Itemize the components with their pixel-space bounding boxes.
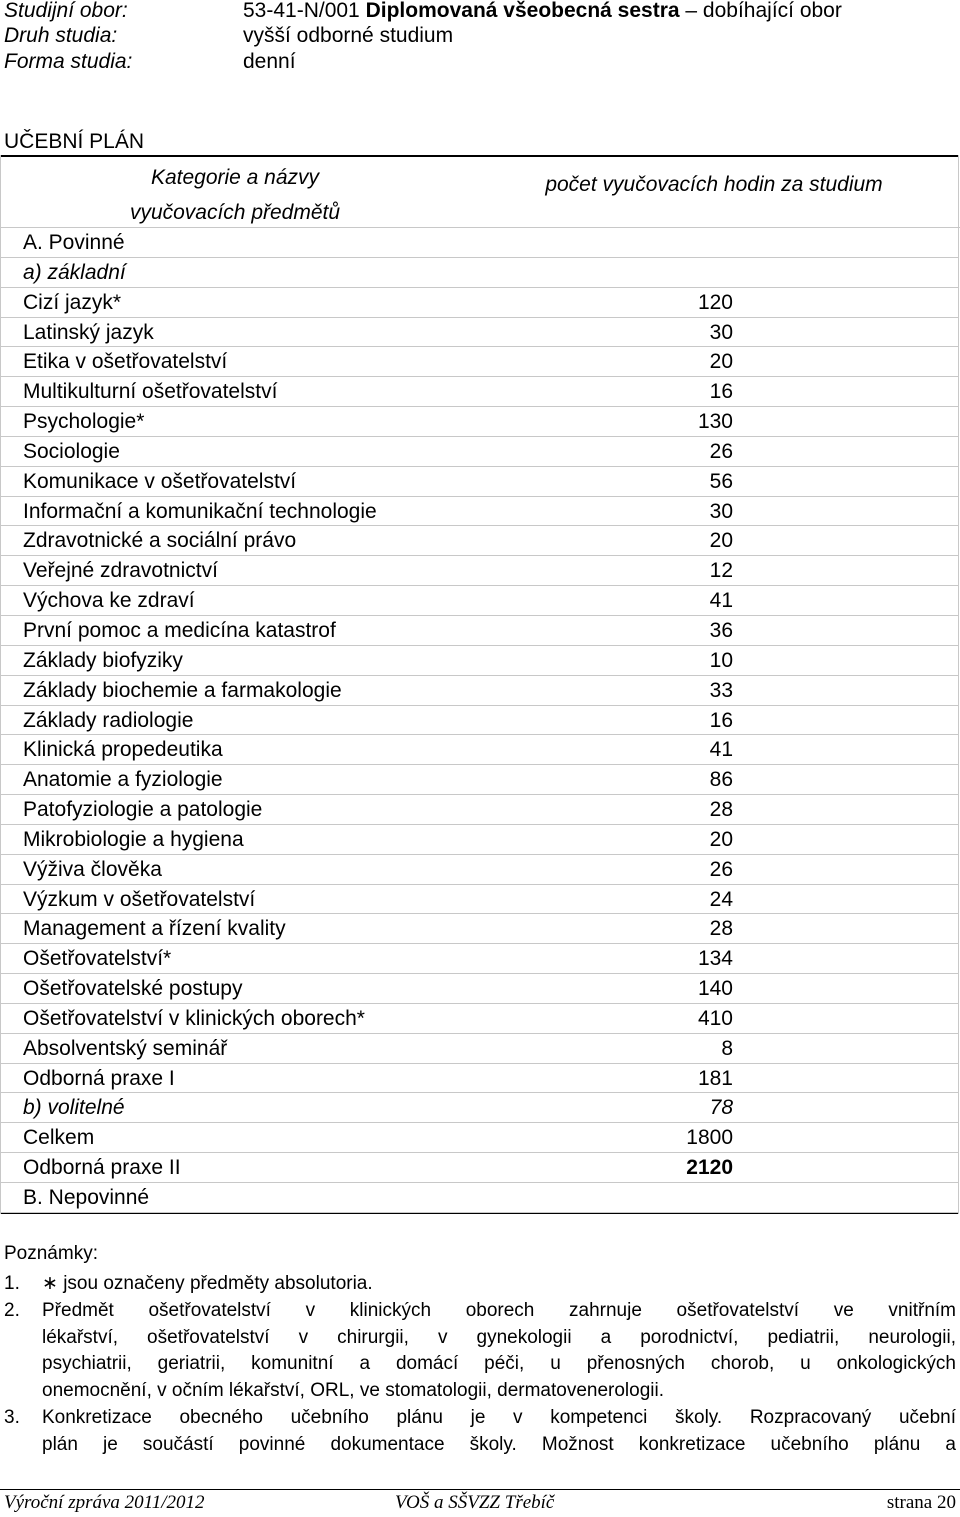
subject-name: Psychologie* [23, 410, 145, 434]
subject-hours: 36 [709, 618, 733, 642]
subject-hours: 20 [709, 350, 733, 374]
table-row [0, 706, 958, 736]
subject-name: Celkem [23, 1126, 95, 1150]
study-field-suffix: – dobíhající obor [685, 0, 842, 22]
subject-name: Absolventský seminář [23, 1036, 228, 1060]
study-form-value: denní [243, 50, 296, 73]
subject-hours: 1800 [686, 1126, 733, 1150]
table-row [0, 825, 958, 855]
note-line: Konkretizace obecného učebního plánu je v kompetenci školy. Rozpracovaný učební [42, 1407, 956, 1428]
subject-name: Cizí jazyk* [23, 290, 122, 314]
study-form-label: Forma studia: [4, 50, 133, 73]
subject-name: Odborná praxe I [23, 1066, 175, 1090]
study-type-value: vyšší odborné studium [243, 24, 454, 47]
subject-name: Informační a komunikační technologie [23, 499, 377, 523]
subject-hours: 86 [709, 768, 733, 792]
table-row [0, 914, 958, 944]
subject-hours: 410 [697, 1006, 733, 1030]
table-row [0, 497, 958, 527]
subject-hours: 30 [709, 320, 733, 344]
note-line: ∗ jsou označeny předměty absolutoria. [42, 1273, 373, 1294]
subject-name: a) základní [23, 260, 126, 284]
note-line: onemocnění, v očním lékařství, ORL, ve stomatologii, dermatovenerologii. [42, 1379, 665, 1401]
subject-name: Základy radiologie [23, 708, 194, 732]
footer-page-number: strana 20 [886, 1492, 956, 1513]
table-body [0, 228, 958, 1213]
subject-name: Management a řízení kvality [23, 917, 286, 941]
subject-hours: 26 [709, 857, 733, 881]
table-row [0, 318, 958, 348]
subject-name: Výchova ke zdraví [23, 589, 195, 613]
table-row [0, 407, 958, 437]
subject-hours: 28 [709, 798, 733, 822]
table-row [0, 885, 958, 915]
subject-hours: 41 [709, 589, 733, 613]
subject-name: Výzkum v ošetřovatelství [23, 887, 256, 911]
footer-report-title: Výroční zpráva 2011/2012 [4, 1492, 205, 1513]
note-text [42, 1271, 956, 1298]
subject-name: Sociologie [23, 439, 120, 463]
subject-name: B. Nepovinné [23, 1186, 150, 1209]
subject-name: Multikulturní ošetřovatelství [23, 380, 278, 404]
table-row [0, 1123, 958, 1153]
subject-hours: 8 [721, 1036, 733, 1060]
table-row [0, 526, 958, 556]
table-row [0, 347, 958, 377]
table-row [0, 974, 958, 1004]
table-row [0, 1034, 958, 1064]
study-field-value [243, 0, 842, 24]
study-field-name: Diplomovaná všeobecná sestra [365, 0, 680, 22]
subject-hours: 16 [709, 380, 733, 404]
note-number: 1. [4, 1273, 20, 1294]
table-row [0, 735, 958, 765]
note-line: psychiatrii, geriatrii, komunitní a domácí péči, u přenosných chorob, u onkologických [42, 1353, 956, 1374]
subject-hours: 24 [709, 887, 733, 911]
subject-name: Základy biofyziky [23, 648, 183, 672]
table-row [0, 586, 958, 616]
subject-hours: 10 [709, 648, 733, 672]
subject-name: Klinická propedeutika [23, 738, 223, 762]
table-row [0, 1064, 958, 1094]
header [4, 0, 960, 80]
subject-hours: 33 [709, 678, 733, 702]
subject-name: Ošetřovatelské postupy [23, 977, 243, 1001]
footer-school-name: VOŠ a SŠVZZ Třebíč [395, 1492, 555, 1513]
table-row [0, 556, 958, 586]
column-header-hours: počet vyučovacích hodin za studium [545, 173, 883, 196]
subject-name: Patofyziologie a patologie [23, 798, 263, 822]
table-row [0, 646, 958, 676]
table-row [0, 944, 958, 974]
subject-hours: 16 [709, 708, 733, 732]
subject-name: A. Povinné [23, 231, 125, 254]
subject-name: Anatomie a fyziologie [23, 768, 223, 792]
table-row [0, 437, 958, 467]
subject-name: Komunikace v ošetřovatelství [23, 469, 297, 493]
subject-hours: 12 [709, 559, 733, 583]
subject-hours: 130 [697, 410, 733, 434]
table-row [0, 1183, 958, 1213]
table-row [0, 228, 958, 258]
subject-name: Mikrobiologie a hygiena [23, 827, 244, 851]
note-line: lékařství, ošetřovatelství v chirurgii, v gynekologii a porodnictví, pediatrii, neurologii, [42, 1326, 956, 1348]
note-number: 2. [4, 1300, 20, 1321]
table-row [0, 795, 958, 825]
subject-hours: 41 [709, 738, 733, 762]
subject-name: Výživa člověka [23, 857, 162, 881]
subject-hours: 134 [697, 947, 733, 971]
subject-hours: 26 [709, 439, 733, 463]
study-type-label: Druh studia: [4, 24, 118, 47]
table-row [0, 676, 958, 706]
notes-title: Poznámky: [4, 1243, 98, 1264]
subject-hours: 56 [709, 469, 733, 493]
subject-name: Veřejné zdravotnictví [23, 559, 218, 583]
subject-hours: 30 [709, 499, 733, 523]
subject-name: b) volitelné [23, 1096, 125, 1120]
subject-hours: 181 [697, 1066, 733, 1090]
subject-name: Ošetřovatelství* [23, 947, 172, 971]
note-text [42, 1298, 956, 1404]
footer-divider [0, 1489, 960, 1490]
subject-name: Ošetřovatelství v klinických oborech* [23, 1006, 365, 1030]
study-field-label: Studijní obor: [4, 0, 128, 22]
table-row [0, 1004, 958, 1034]
table-row [0, 288, 958, 318]
table-row [0, 258, 958, 288]
subject-hours: 120 [697, 290, 733, 314]
table-row [0, 616, 958, 646]
column-header-subjects-line1: Kategorie a názvy [150, 166, 320, 189]
table-row [0, 1153, 958, 1183]
subject-name: Základy biochemie a farmakologie [23, 678, 342, 702]
table-row [0, 467, 958, 497]
note-line: plán je součástí povinné dokumentace školy. Možnost konkretizace učebního plánu a [42, 1433, 956, 1455]
note-line: Předmět ošetřovatelství v klinických oborech zahrnuje ošetřovatelství ve vnitřním [42, 1300, 956, 1321]
subject-name: Zdravotnické a sociální právo [23, 529, 297, 553]
note-number: 3. [4, 1407, 20, 1428]
subject-name: První pomoc a medicína katastrof [23, 618, 336, 642]
plan-title: UČEBNÍ PLÁN [4, 130, 145, 153]
table-border-right [958, 155, 959, 1214]
column-header-subjects [0, 158, 470, 233]
table-row [0, 377, 958, 407]
subject-hours: 78 [709, 1096, 733, 1120]
subject-hours: 2120 [686, 1156, 733, 1180]
table-row [0, 1093, 958, 1123]
table-row [0, 765, 958, 795]
subject-hours: 20 [709, 529, 733, 553]
subject-hours: 140 [697, 977, 733, 1001]
column-header-subjects-line2: vyučovacích předmětů [129, 201, 341, 224]
subject-hours: 28 [709, 917, 733, 941]
subject-name: Latinský jazyk [23, 320, 154, 344]
table-row [0, 855, 958, 885]
note-text [42, 1405, 956, 1458]
subject-hours: 20 [709, 827, 733, 851]
subject-name: Etika v ošetřovatelství [23, 350, 228, 374]
subject-name: Odborná praxe II [23, 1156, 181, 1180]
study-field-code: 53-41-N/001 [243, 0, 360, 22]
